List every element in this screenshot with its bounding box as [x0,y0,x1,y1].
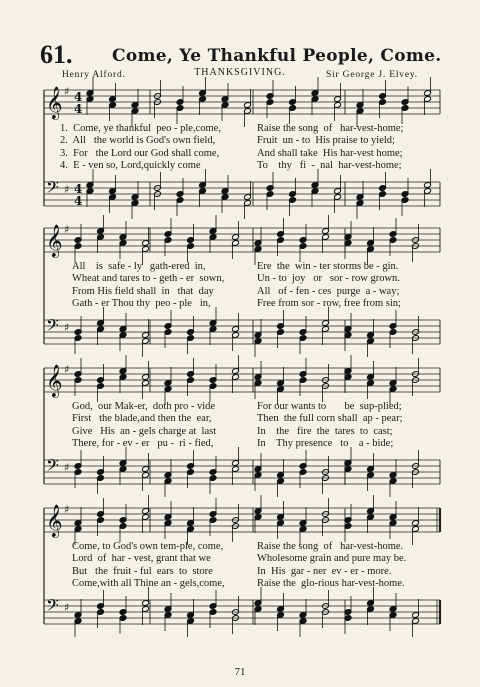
svg-text:4: 4 [74,90,83,104]
lyric-line: There, for - ev - er pu - ri - fied, [72,437,214,449]
lyric-line: But the fruit - ful ears to store [72,565,213,577]
bass-clef-icon: 𝄢 [46,455,59,479]
lyric-line: 2. All the world is God's own field, [60,135,216,147]
bass-clef-icon: 𝄢 [46,315,59,339]
lyric-line: Un - to joy or sor - row grown. [257,273,400,285]
lyric-line: Raise the song of har-vest-home; [257,123,404,134]
lyric-line: Gath - er Thou thy peo - ple in, [72,297,211,309]
lyric-line: 4. E - ven so, Lord,quickly come [60,159,201,171]
lyric-line: Fruit un - to His praise to yield; [257,135,395,147]
sharp-icon: ♯ [64,85,70,98]
lyric-line: All is safe - ly gath-ered in, [72,261,206,272]
tune-name: THANKSGIVING. [194,67,286,78]
lyric-line: Raise the glo-rious har-vest-home. [257,577,405,589]
lyric-line: Come,with all Thine an - gels,come, [72,577,225,589]
lyric-line: And shall take His har-vest home; [257,147,403,159]
treble-clef-icon: 𝄞 [46,364,63,397]
bass-clef-icon: 𝄢 [46,595,59,619]
sharp-icon: ♯ [64,183,70,196]
treble-clef-icon: 𝄞 [46,224,63,257]
lyric-line: Ere the win - ter storms be - gin. [257,261,399,272]
lyric-line: Wholesome grain and pure may be. [257,553,407,565]
treble-clef-icon: 𝄞 [46,504,63,537]
page-number: 71 [234,666,246,678]
lyric-line: From His field shall in that day [72,285,214,297]
music-composer: Sir George J. Elvey. [326,70,418,80]
hymn-number: 61. [40,40,73,69]
treble-clef-icon: 𝄞 [46,86,63,119]
sharp-icon: ♯ [64,503,70,516]
lyric-line: Wheat and tares to - geth - er sown, [72,273,225,285]
lyric-line: Free from sor - row, free from sin; [257,297,401,309]
lyric-line: God, our Mak-er, doth pro - vide [72,401,216,412]
svg-text:4: 4 [74,182,83,196]
sharp-icon: ♯ [64,461,70,474]
lyric-line: For our wants to be sup-plied; [257,401,402,412]
svg-text:4: 4 [74,102,83,116]
lyric-line: Then the full corn shall ap - pear; [257,413,403,425]
lyric-line: Come, to God's own tem-ple, come, [72,541,224,552]
lyric-line: 1. Come, ye thankful peo - ple,come, [60,123,221,134]
lyric-line: First the blade,and then the ear, [72,413,212,425]
sharp-icon: ♯ [64,321,70,334]
sharp-icon: ♯ [64,223,70,236]
sharp-icon: ♯ [64,363,70,376]
lyric-line: In the fire the tares to cast; [257,425,393,437]
hymn-title: Come, Ye Thankful People, Come. [112,46,442,66]
svg-text:4: 4 [74,194,83,208]
lyric-line: Lord of har - vest, grant that we [72,553,211,565]
lyric-line: In His gar - ner ev - er - more. [257,565,392,577]
lyric-line: To thy fi - nal har-vest-home; [257,159,402,171]
sharp-icon: ♯ [64,601,70,614]
lyric-line: Give His an - gels charge at last [72,425,217,437]
lyric-line: Raise the song of har-vest-home. [257,541,404,552]
bass-clef-icon: 𝄢 [46,177,59,201]
lyric-line: In Thy presence to a - bide; [257,437,394,449]
words-author: Henry Alford. [62,70,126,80]
lyric-line: 3. For the Lord our God shall come, [60,147,220,159]
lyric-line: All of - fen - ces purge a - way; [257,285,400,297]
